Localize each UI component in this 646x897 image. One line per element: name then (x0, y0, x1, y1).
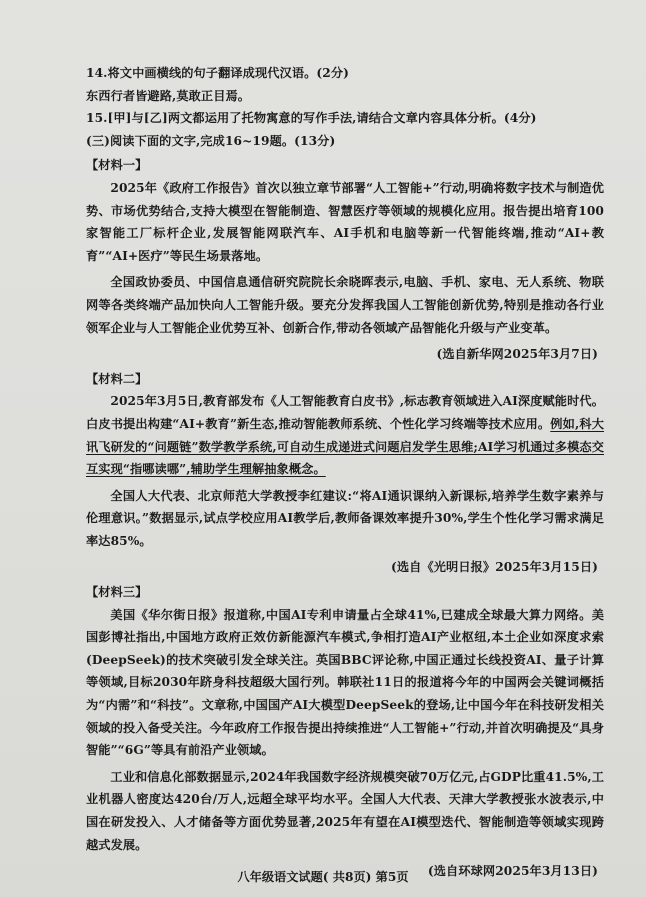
question-14: 14.将文中画横线的句子翻译成现代汉语。(2分) (86, 66, 349, 80)
material-3-source: (选自环球网2025年3月13日) (427, 864, 598, 879)
material-2-source: (选自《光明日报》2025年3月15日) (391, 560, 598, 575)
material-3-title: 【材料三】 (86, 585, 148, 600)
material-1-title: 【材料一】 (86, 158, 148, 173)
material-2-title: 【材料二】 (86, 371, 148, 386)
page-content (86, 62, 604, 883)
page-footer: 八年级语文试题( 共8页) 第5页 (237, 870, 409, 884)
material-2-paragraph-1 (86, 390, 604, 480)
material-1-source: (选自新华网2025年3月7日) (436, 347, 598, 362)
section-3-heading: (三)阅读下面的文字,完成16~19题。(13分) (86, 133, 336, 148)
material-1-paragraph-1: 2025年《政府工作报告》首次以独立章节部署“人工智能+”行动,明确将数字技术与制造优势、市场优势结合,支持大模型在智能制造、智慧医疗等领域的规模化应用。报告提出培育100家智能工厂标杆企业,发展智能网联汽车、AI手机和电脑等新一代智能终端,推动“AI+教育”“AI+医疗”等民生场景落地。 (86, 180, 604, 263)
question-14-sentence: 东西行者皆避路,莫敢正目焉。 (86, 88, 251, 103)
question-15: 15.[甲]与[乙]两文都运用了托物寓意的写作手法,请结合文章内容具体分析。(4分) (86, 111, 537, 126)
material-3-paragraph-2: 工业和信息化部数据显示,2024年我国数字经济规模突破70万亿元,占GDP比重41.5%,工业机器人密度达420台/万人,远超全球平均水平。全国人大代表、天津大学教授张水波表示,中国在研发投入、人才储备等方面优势显著,2025年有望在AI模型迭代、智能制造等领域实现跨越式发展。 (86, 769, 604, 852)
material-2-paragraph-1-text: 2025年3月5日,教育部发布《人工智能教育白皮书》,标志教育领域进入AI深度赋能时代。白皮书提出构建“AI+教育”新生态,推动智能教师系统、个性化学习终端等技术应用。 (86, 394, 604, 431)
material-1-paragraph-2: 全国政协委员、中国信息通信研究院院长余晓晖表示,电脑、手机、家电、无人系统、物联网等各类终端产品加快向人工智能升级。要充分发挥我国人工智能创新优势,特别是推动各行业领军企业与人工智能企业优势互补、创新合作,带动各领域产品智能化升级与产业变革。 (86, 275, 604, 335)
material-3-paragraph-1: 美国《华尔街日报》报道称,中国AI专利申请量占全球41%,已建成全球最大算力网络。美国彭博社指出,中国地方政府正效仿新能源汽车模式,争相打造AI产业枢纽,本土企业如深度求索(DeepSeek)的技术突破引发全球关注。英国BBC评论称,中国正通过长线投资AI、量子计算等领域,目标2030年跻身科技超级大国行列。韩联社11日的报道将今年的中国两会关键词概括为“内需”和“科技”。文章称,中国国产AI大模型DeepSeek的登场,让中国今年在科技研发相关领域的投入备受关注。今年政府工作报告提出持续推进“人工智能+”行动,并首次明确提及“具身智能”“6G”等具有前沿产业领域。 (86, 607, 604, 758)
material-2-paragraph-2: 全国人大代表、北京师范大学教授李红建议:“将AI通识课纳入新课标,培养学生数字素养与伦理意识。”数据显示,试点学校应用AI教学后,教师备课效率提升30%,学生个性化学习需求满足率达85%。 (86, 488, 604, 548)
material-2-underlined-sentence: 例如,科大讯飞研发的“问题链”数学教学系统,可自动生成递进式问题启发学生思维;AI学习机通过多模态交互实现“指哪读哪”,辅助学生理解抽象概念。 (86, 416, 604, 477)
